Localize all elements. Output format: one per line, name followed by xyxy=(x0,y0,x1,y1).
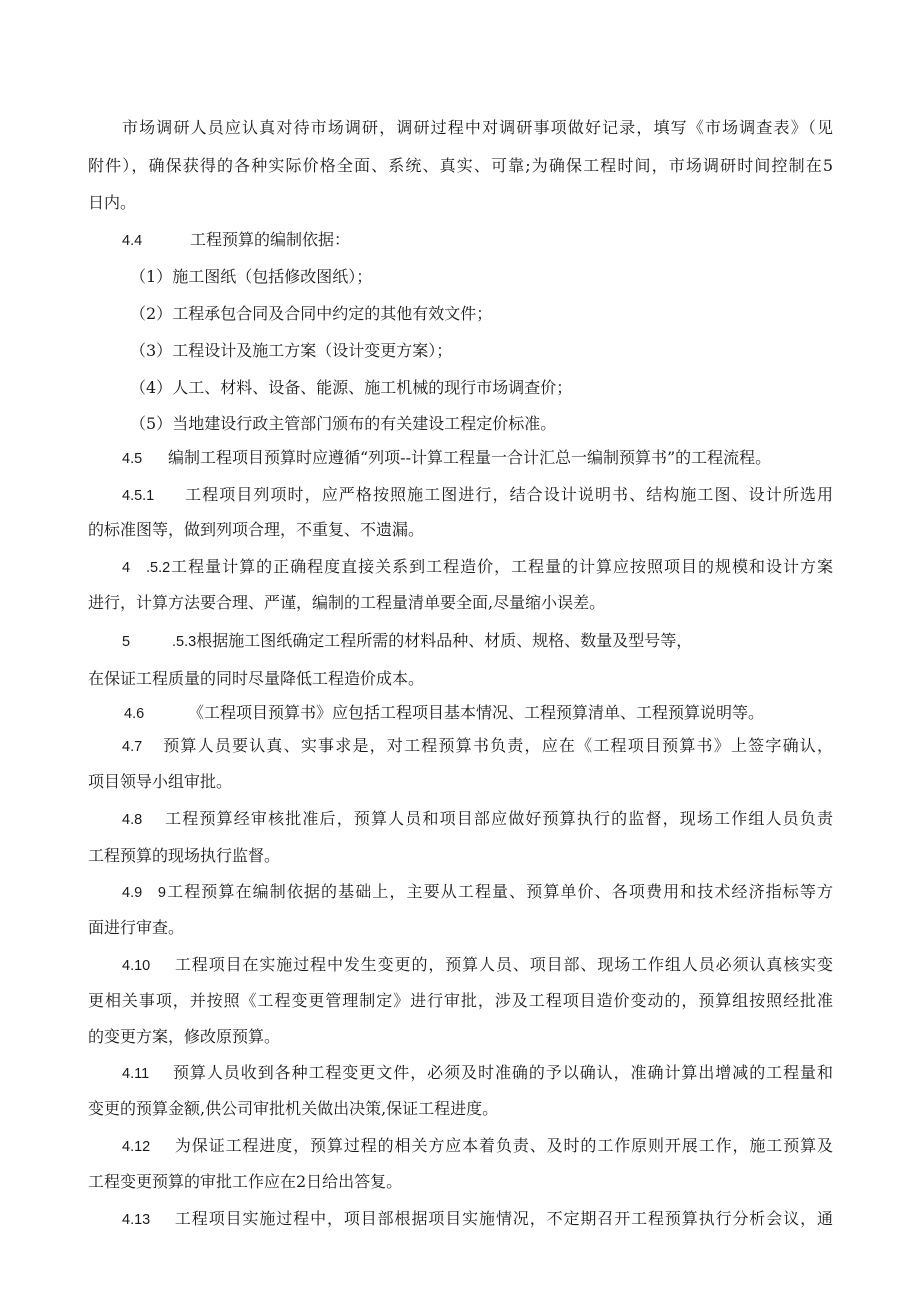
basis-number: （3） xyxy=(130,341,173,360)
clause-4-12-line-1 xyxy=(122,1135,833,1158)
clause-number: 4.13 xyxy=(122,1212,151,1228)
clause-4-5-2-line-1 xyxy=(122,556,833,579)
clause-4-7-line-2: 项目领导小组审批。 xyxy=(88,772,233,791)
clause-text: 工程预算经审核批准后，预算人员和项目部应做好预算执行的监督，现场工作组人员负责 xyxy=(164,809,833,828)
clause-number: 4.11 xyxy=(122,1066,150,1082)
clause-text: 为保证工程进度，预算过程的相关方应本着负责、及时的工作原则开展工作，施工预算及 xyxy=(174,1136,833,1155)
clause-4-8-line-1 xyxy=(122,808,833,831)
clause-4-9-line-2: 面进行审查。 xyxy=(88,918,185,937)
clause-number: 4.8 xyxy=(122,812,143,828)
basis-item xyxy=(130,340,875,362)
clause-number: 4.12 xyxy=(122,1139,151,1155)
clause-text: 根据施工图纸确定工程所需的材料品种、材质、规格、数量及型号等， xyxy=(196,631,693,650)
clause-4-5-2-line-2: 进行，计算方法要合理、严谨，编制的工程量清单要全面,尽量缩小误差。 xyxy=(88,593,606,612)
clause-text: 工程预算的编制依据： xyxy=(190,230,351,249)
basis-number: （2） xyxy=(130,304,173,323)
clause-4-6 xyxy=(124,702,833,725)
clause-number: 4.10 xyxy=(122,958,151,974)
clause-text: 工程项目实施过程中，项目部根据项目实施情况，不定期召开工程预算执行分析会议，通 xyxy=(174,1209,833,1228)
clause-4-5-1-line-2: 的标准图等，做到列项合理，不重复、不遗漏。 xyxy=(88,520,425,539)
clause-number: 4 xyxy=(122,560,131,576)
basis-item xyxy=(130,377,875,399)
clause-text: 编制工程项目预算时应遵循“列项--计算工程量一合计汇总一编制预算书”的工程流程。 xyxy=(168,448,772,467)
basis-item xyxy=(130,303,875,325)
clause-number: 4.7 xyxy=(122,739,143,755)
clause-text: 工程项目列项时，应严格按照施工图进行，结合设计说明书、结构施工图、设计所选用 xyxy=(184,485,833,504)
basis-number: （4） xyxy=(130,378,173,397)
clause-4-10-line-3: 的变更方案，修改原预算。 xyxy=(88,1027,281,1046)
clause-number: 4.9 9 xyxy=(122,885,166,901)
clause-text: 工程项目在实施过程中发生变更的，预算人员、项目部、现场工作组人员必须认真核实变 xyxy=(174,955,833,974)
basis-number: （5） xyxy=(130,414,173,433)
intro-line-1: 市场调研人员应认真对待市场调研，调研过程中对调研事项做好记录，填写《市场调查表》（见 xyxy=(122,118,833,137)
basis-item xyxy=(130,266,875,288)
clause-number: 4.6 xyxy=(124,706,145,722)
clause-number: 5 xyxy=(122,634,131,650)
clause-4-11-line-1 xyxy=(122,1062,833,1085)
clause-subnumber: .5.3 xyxy=(172,634,197,650)
clause-text: 预算人员收到各种工程变更文件，必须及时准确的予以确认，准确计算出增减的工程量和 xyxy=(172,1063,833,1082)
intro-line-2: 附件），确保获得的各种实际价格全面、系统、真实、可靠;为确保工程时间，市场调研时间控制在5 xyxy=(88,156,833,175)
intro-line-3: 日内。 xyxy=(88,193,137,212)
clause-text: 工程量计算的正确程度直接关系到工程造价，工程量的计算应按照项目的规模和设计方案 xyxy=(170,557,833,576)
clause-4-8-line-2: 工程预算的现场执行监督。 xyxy=(88,846,281,865)
clause-text: 预算人员要认真、实事求是，对工程预算书负责，应在《工程项目预算书》上签字确认， xyxy=(162,736,833,755)
clause-4-12-line-2: 工程变更预算的审批工作应在2日给出答复。 xyxy=(88,1172,403,1191)
clause-number: 4.5.1 xyxy=(122,488,155,504)
basis-text: 工程设计及施工方案（设计变更方案）； xyxy=(172,341,453,360)
clause-subnumber: .5.2 xyxy=(146,560,171,576)
basis-item xyxy=(130,413,875,435)
basis-text: 工程承包合同及合同中约定的其他有效文件； xyxy=(172,304,493,323)
clause-4-4 xyxy=(122,229,867,252)
clause-4-9-line-1 xyxy=(122,881,833,904)
clause-4-10-line-1 xyxy=(122,954,833,977)
clause-4-10-line-2: 更相关事项，并按照《工程变更管理制定》进行审批，涉及工程项目造价变动的，预算组按照经批准 xyxy=(88,991,833,1010)
clause-4-5-3-line-1 xyxy=(122,630,867,653)
clause-text: 工程预算在编制依据的基础上，主要从工程量、预算单价、各项费用和技术经济指标等方 xyxy=(166,882,833,901)
clause-4-5 xyxy=(122,447,833,470)
basis-number: （1） xyxy=(130,267,173,286)
clause-text: 《工程项目预算书》应包括工程项目基本情况、工程预算清单、工程预算说明等。 xyxy=(188,703,765,722)
basis-text: 施工图纸（包括修改图纸）； xyxy=(172,267,373,286)
clause-4-11-line-2: 变更的预算金额,供公司审批机关做出决策,保证工程进度。 xyxy=(88,1099,499,1118)
clause-4-13-line-1 xyxy=(122,1208,833,1231)
clause-4-7-line-1 xyxy=(122,735,833,758)
clause-number: 4.5 xyxy=(122,451,143,467)
basis-text: 人工、材料、设备、能源、施工机械的现行市场调查价； xyxy=(172,378,573,397)
basis-text: 当地建设行政主管部门颁布的有关建设工程定价标准。 xyxy=(172,414,557,433)
clause-number: 4.4 xyxy=(122,233,143,249)
clause-4-5-1-line-1 xyxy=(122,484,833,507)
clause-4-5-3-line-2: 在保证工程质量的同时尽量降低工程造价成本。 xyxy=(88,669,425,688)
